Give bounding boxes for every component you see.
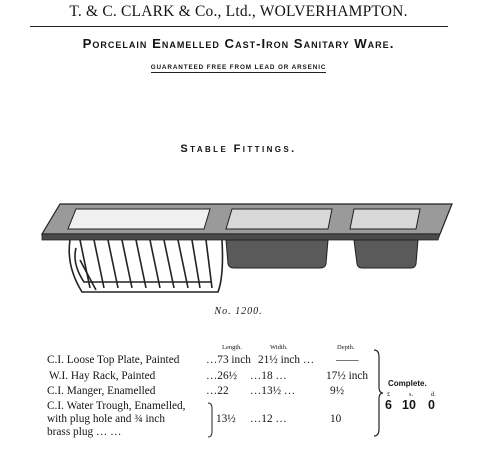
row-length: …26½ <box>206 370 238 382</box>
price-pounds: 6 <box>385 398 392 412</box>
column-depth: Depth. <box>337 344 355 351</box>
item-name-line-3: brass plug … … <box>47 426 122 438</box>
trough-opening <box>350 209 420 229</box>
figure-caption: No. 1200. <box>214 306 263 317</box>
item-name: C.I. Manger, Enamelled <box>47 385 156 397</box>
row-depth: 10 <box>330 413 342 425</box>
manger-basin <box>226 240 328 268</box>
row-depth: 17½ inch <box>326 370 369 382</box>
header-rule <box>30 26 448 27</box>
row-width: 21½ inch … <box>258 354 315 366</box>
manger-opening <box>226 209 332 229</box>
table-row <box>47 400 186 412</box>
company-name: T. & C. CLARK & Co., Ltd., WOLVERHAMPTON. <box>69 3 408 20</box>
unit-shillings: s. <box>409 391 414 398</box>
item-name-line-2: with plug hole and ¾ inch <box>47 413 165 425</box>
unit-pence: d. <box>431 391 436 398</box>
row-length: …22 <box>206 385 229 397</box>
rack-opening <box>68 209 210 229</box>
unit-pounds: £ <box>387 391 391 398</box>
table-row <box>47 354 179 366</box>
row-depth: 9½ <box>330 385 345 397</box>
price-shillings: 10 <box>402 398 416 412</box>
column-width: Width. <box>270 344 288 351</box>
item-name: C.I. Water Trough, Enamelled, <box>47 400 186 412</box>
row-length: …73 inch <box>206 354 251 366</box>
row-width: …18 … <box>250 370 287 382</box>
section-title: Stable Fittings. <box>180 143 297 155</box>
row-length: 13½ <box>216 413 236 425</box>
page-title: Porcelain Enamelled Cast-Iron Sanitary Ware. <box>82 36 395 51</box>
price-pence: 0 <box>428 398 435 412</box>
table-row <box>49 370 155 382</box>
trough-basin <box>354 240 418 268</box>
stable-fittings-illustration <box>36 196 454 300</box>
hay-rack <box>69 240 222 292</box>
grouping-brace <box>372 349 384 437</box>
guarantee-text: GUARANTEED FREE FROM LEAD OR ARSENIC <box>150 64 327 71</box>
row-width: …13½ … <box>250 385 296 397</box>
top-plate-edge <box>42 234 440 240</box>
table-row <box>47 385 155 397</box>
row-depth: —— <box>336 354 359 366</box>
row-bracket <box>207 402 213 438</box>
item-name: C.I. Loose Top Plate, Painted <box>47 354 180 366</box>
row-width: …12 … <box>250 413 287 425</box>
item-name: W.I. Hay Rack, Painted <box>49 370 156 382</box>
column-length: Length. <box>222 344 243 351</box>
price-label: Complete. <box>388 379 427 388</box>
guarantee-note <box>0 64 477 71</box>
